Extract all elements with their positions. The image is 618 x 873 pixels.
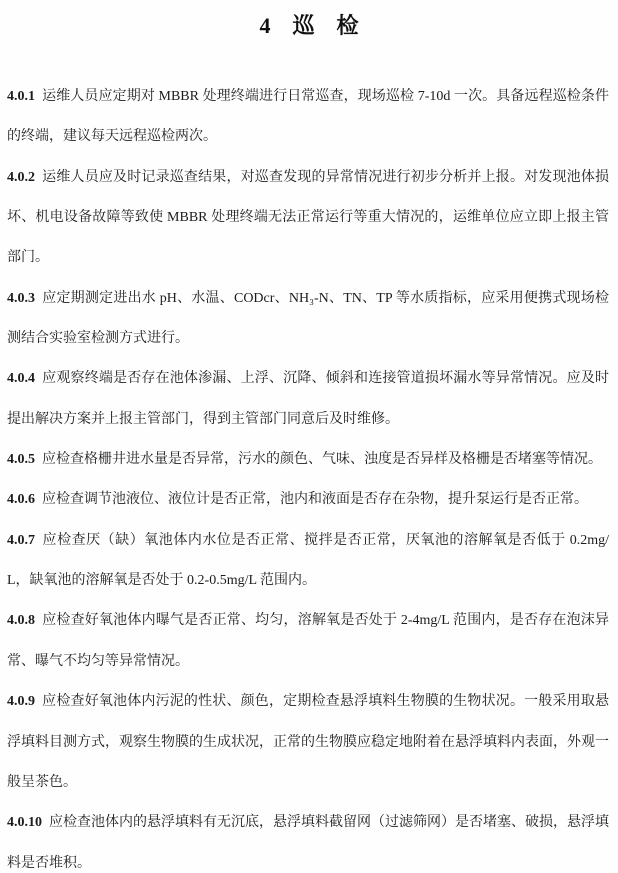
- clause-text: 应检查池体内的悬浮填料有无沉底，悬浮填料截留网（过滤筛网）是否堵塞、破损，悬浮填料是否堆积。: [7, 815, 609, 871]
- clause-4-0-5: [7, 440, 609, 480]
- clause-text: 应检查好氧池体内曝气是否正常、均匀，溶解氧是否处于 2-4mg/L 范围内，是否存在泡沫异常、曝气不均匀等异常情况。: [7, 613, 609, 669]
- clause-text: 应定期测定进出水 pH、水温、CODcr、NH₃-N、TN、TP 等水质指标，应采用便携式现场检测结合实验室检测方式进行。: [7, 290, 609, 347]
- document-body: [7, 77, 609, 873]
- clause-number: 4.0.8: [7, 613, 35, 629]
- clause-number: 4.0.2: [7, 169, 35, 185]
- clause-number: 4.0.4: [7, 371, 35, 387]
- clause-number: 4.0.5: [7, 452, 35, 468]
- clause-text: 应观察终端是否存在池体渗漏、上浮、沉降、倾斜和连接管道损坏漏水等异常情况。应及时提出解决方案并上报主管部门，得到主管部门同意后及时维修。: [7, 371, 609, 427]
- section-title: 4 巡 检: [259, 13, 359, 38]
- clause-number: 4.0.1: [7, 89, 35, 104]
- clause-number: 4.0.3: [7, 290, 35, 306]
- clause-text: 运维人员应定期对 MBBR 处理终端进行日常巡查，现场巡检 7-10d 一次。具备远程巡检条件的终端，建议每天远程巡检两次。: [7, 89, 609, 145]
- clause-4-0-1: [7, 77, 609, 158]
- clause-number: 4.0.7: [7, 532, 35, 548]
- clause-text: 应检查格栅井进水量是否异常，污水的颜色、气味、浊度是否异样及格栅是否堵塞等情况。: [42, 452, 602, 468]
- clause-4-0-9: [7, 682, 609, 803]
- clause-4-0-7: [7, 521, 609, 602]
- clause-4-0-3: [7, 279, 609, 360]
- clause-number: 4.0.9: [7, 694, 35, 710]
- clause-text: 应检查厌（缺）氧池体内水位是否正常、搅拌是否正常，厌氧池的溶解氧是否低于 0.2mg/L，缺氧池的溶解氧是否处于 0.2-0.5mg/L 范围内。: [7, 532, 609, 589]
- clause-4-0-4: [7, 359, 609, 440]
- clause-4-0-10: [7, 803, 609, 873]
- clause-number: 4.0.10: [7, 815, 42, 831]
- clause-4-0-8: [7, 601, 609, 682]
- clause-4-0-6: [7, 480, 609, 520]
- clause-number: 4.0.6: [7, 492, 35, 508]
- clause-4-0-2: [7, 158, 609, 279]
- clause-text: 应检查好氧池体内污泥的性状、颜色，定期检查悬浮填料生物膜的生物状况。一般采用取悬浮填料目测方式，观察生物膜的生成状况，正常的生物膜应稳定地附着在悬浮填料内表面，外观一般呈茶色。: [7, 694, 609, 790]
- clause-text: 应检查调节池液位、液位计是否正常，池内和液面是否存在杂物，提升泵运行是否正常。: [42, 492, 588, 508]
- clause-text: 运维人员应及时记录巡查结果，对巡查发现的异常情况进行初步分析并上报。对发现池体损坏、机电设备故障等致使 MBBR 处理终端无法正常运行等重大情况的，运维单位应立即上报主管部门。: [7, 169, 609, 266]
